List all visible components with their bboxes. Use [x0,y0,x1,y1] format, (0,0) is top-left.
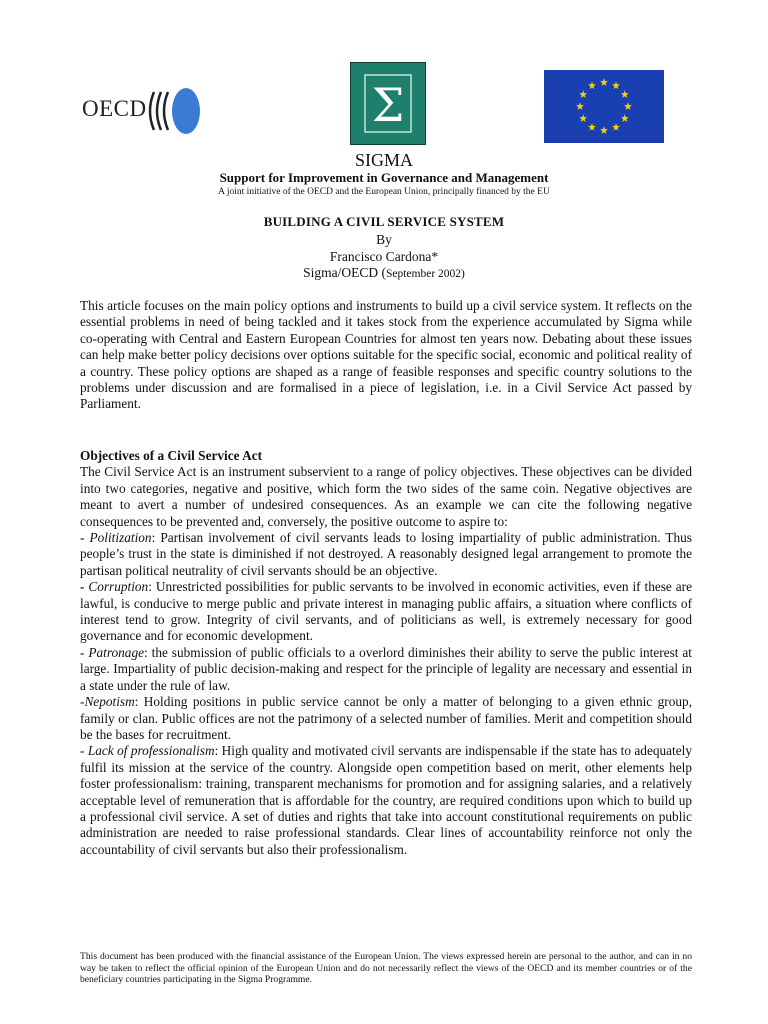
item-term: Politization [89,530,152,546]
eu-flag-icon [544,70,664,143]
eu-star-icon [612,123,620,131]
objective-item [80,743,692,858]
eu-star-icon [621,114,629,122]
item-text: : High quality and motivated civil servants are indispensable if the state has to adequately fulfil its mission at the service of the country. Alongside open competition based on merit, other elements help foster professionalism: training, transparent mechanisms for promotion and for assigning salaries, and a relatively acceptable level of remuneration that is affordable for the country, are required conditions upon which to build up a professional civil service. A set of duties and rights that take into account constitutional requirements on public administration are needed to raise professional standards. Clear lines of accountability reinforce not only the accountability of civil servants but also their professionalism. [80,743,692,857]
eu-flag [544,70,664,143]
item-text: : Holding positions in public service cannot be only a matter of belonging to a given ethnic group, family or clan. Public offices are not the patrimony of a selected number of families. Merit and competition should be the bases for recruitment. [80,694,692,742]
oecd-logo-text: OECD [82,96,147,121]
item-prefix: - [80,644,89,660]
item-term: Lack of professionalism [87,743,215,759]
affiliation-org: Sigma/OECD ( [303,265,386,280]
sigma-symbol: Σ [371,78,405,132]
publication-date: September 2002) [385,268,465,280]
objective-item [80,645,692,694]
publisher-title: SIGMA [354,150,413,170]
section-lead: The Civil Service Act is an instrument subservient to a range of policy objectives. These objectives can be divided into two categories, negative and positive, which form the two sides of the same coin. Negative objectives are meant to avert a number of undesired consequences. As an example we can cite the following negative consequences to be prevented and, conversely, the positive outcome to aspire to: [80,464,692,529]
item-term: Corruption [88,579,149,595]
author-name: Francisco Cardona* [329,249,439,264]
item-text: : Partisan involvement of civil servants leads to losing impartiality of public administration. Thus people’s trust in the state is diminished if not destroyed. A reasonably designed legal arrangement to promote the partisan political neutrality of civil servants should be an objective. [80,530,692,578]
objective-item [80,579,692,645]
by-line: By [376,232,392,247]
eu-star-icon [624,102,632,110]
item-text: : Unrestricted possibilities for public servants to be involved in economic activities, even if these are lawful, is conducive to merge public and private interest in managing public affairs, a situation where conflicts of interest tend to grow. Integrity of civil servants, and of politicians as well, is extremely necessary for good governance and for economic development. [80,579,692,644]
joint-initiative-note: A joint initiative of the OECD and the European Union, principally financed by the EU [218,187,550,197]
eu-star-icon [600,78,608,86]
oecd-logo [80,86,205,136]
document-title: BUILDING A CIVIL SERVICE SYSTEM [263,214,505,229]
eu-star-icon [579,90,587,98]
eu-star-icon [621,90,629,98]
intro-paragraph: This article focuses on the main policy options and instruments to build up a civil service system. It reflects on the essential problems in need of being tackled and it takes stock from the experience accumulated by Sigma while co-operating with Central and Eastern European Countries for almost ten years now. Debating about these issues can help make better policy decisions over options suitable for the specific social, economic and political reality of a country. These policy options are shaped as a range of feasible responses and specific country solutions to the problems under discussion and are formalised in a piece of legislation, i.e. in a Civil Service Act passed by Parliament. [80,298,692,412]
publisher-subtitle: Support for Improvement in Governance and Management [219,170,549,185]
item-text: : the submission of public officials to a overlord diminishes their ability to serve the public interest at large. Impartiality of public decision-making and respect for the principle of legality are necessary and essential in a state under the rule of law. [80,644,692,693]
footer-disclaimer: This document has been produced with the financial assistance of the European Union. The views expressed herein are personal to the author, and can in no way be taken to reflect the official opinion of the European Union and do not necessarily reflect the views of the OECD and its member countries or of the beneficiary countries participating in the Sigma Programme. [80,951,692,985]
section-heading: Objectives of a Civil Service Act [80,448,263,463]
eu-star-icon [600,126,608,134]
objectives-section [80,448,692,858]
eu-star-icon [576,102,584,110]
item-prefix: - [80,694,85,710]
item-prefix: - [80,530,90,546]
objective-item [80,694,692,743]
objective-item [80,530,692,579]
eu-star-icon [588,82,596,90]
item-term: Nepotism [84,694,135,710]
affiliation [0,265,768,281]
item-prefix: - [80,743,88,759]
sigma-logo [350,62,426,145]
eu-star-icon [612,82,620,90]
oecd-emblem-icon [142,86,202,136]
sigma-icon [351,63,425,144]
item-term: Patronage [88,644,145,660]
eu-star-icon [588,123,596,131]
item-prefix: - [80,579,89,595]
eu-star-icon [579,114,587,122]
